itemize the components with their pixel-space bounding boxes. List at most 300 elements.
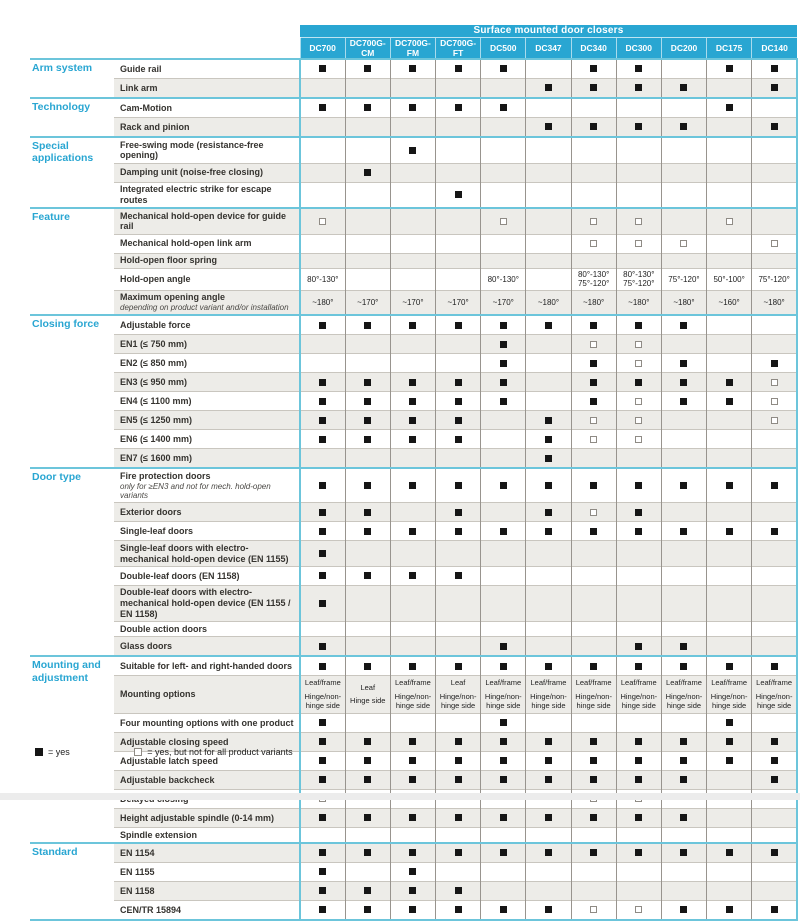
cell-yes	[436, 771, 481, 790]
partial-marker-icon	[771, 417, 778, 424]
partial-marker-icon	[635, 360, 642, 367]
cell-yes	[661, 315, 706, 335]
yes-marker-icon	[500, 322, 507, 329]
cell-yes	[390, 656, 435, 676]
yes-marker-icon	[545, 776, 552, 783]
page-bottom-strip	[0, 793, 800, 800]
yes-marker-icon	[455, 509, 462, 516]
cell-yes	[481, 59, 526, 79]
partial-marker-icon	[319, 218, 326, 225]
cell-yes	[707, 752, 752, 771]
cell-empty	[707, 566, 752, 585]
table-row	[30, 290, 797, 315]
cell-yes	[752, 118, 797, 138]
row-label	[114, 79, 300, 99]
row-label-text: Glass doors	[120, 640, 173, 651]
cell-empty	[481, 882, 526, 901]
table-row	[30, 714, 797, 733]
yes-marker-icon	[500, 849, 507, 856]
cell-yes	[390, 373, 435, 392]
cell-text-line: Hinge/non-hinge side	[620, 691, 658, 710]
column-header: DC175	[707, 38, 752, 60]
yes-marker-icon	[409, 572, 416, 579]
partial-marker-icon	[590, 509, 597, 516]
table-row	[30, 637, 797, 657]
cell-yes	[481, 733, 526, 752]
cell-text: ~170°	[481, 290, 526, 315]
cell-empty	[345, 449, 390, 469]
cell-yes	[300, 566, 345, 585]
table-body	[30, 59, 797, 920]
cell-yes	[345, 901, 390, 921]
partial-marker-icon	[635, 240, 642, 247]
cell-empty	[616, 863, 661, 882]
cell-partial	[752, 373, 797, 392]
cell-yes	[571, 79, 616, 99]
cell-yes	[616, 373, 661, 392]
partial-marker-icon	[635, 218, 642, 225]
column-header: DC300	[616, 38, 661, 60]
yes-marker-icon	[771, 360, 778, 367]
cell-yes	[436, 733, 481, 752]
partial-marker-icon	[635, 906, 642, 913]
cell-empty	[436, 118, 481, 138]
cell-empty	[571, 253, 616, 268]
section-label: Mounting and adjustment	[30, 656, 114, 843]
cell-partial	[707, 208, 752, 234]
cell-empty	[390, 118, 435, 138]
yes-marker-icon	[364, 379, 371, 386]
cell-yes	[526, 430, 571, 449]
yes-marker-icon	[726, 849, 733, 856]
cell-empty	[526, 335, 571, 354]
yes-marker-icon	[319, 738, 326, 745]
cell-yes	[707, 373, 752, 392]
cell-empty	[661, 137, 706, 163]
yes-marker-icon	[319, 436, 326, 443]
yes-marker-icon	[319, 849, 326, 856]
cell-empty	[390, 163, 435, 182]
column-header: DC700G-FM	[390, 38, 435, 60]
cell-yes	[661, 373, 706, 392]
cell-empty	[661, 182, 706, 208]
cell-empty	[752, 585, 797, 621]
cell-empty	[661, 503, 706, 522]
cell-empty	[661, 59, 706, 79]
cell-yes	[661, 392, 706, 411]
cell-yes	[526, 771, 571, 790]
yes-marker-icon	[771, 65, 778, 72]
cell-partial	[752, 234, 797, 253]
cell-empty	[752, 137, 797, 163]
cell-yes	[436, 656, 481, 676]
yes-marker-icon	[319, 663, 326, 670]
cell-empty	[616, 714, 661, 733]
yes-marker-icon	[635, 123, 642, 130]
cell-empty	[345, 137, 390, 163]
row-label	[114, 676, 300, 714]
yes-marker-icon	[364, 169, 371, 176]
section-label: Technology	[30, 98, 114, 137]
cell-partial	[616, 430, 661, 449]
cell-yes	[481, 656, 526, 676]
cell-yes	[571, 59, 616, 79]
cell-yes	[390, 863, 435, 882]
cell-yes	[616, 315, 661, 335]
yes-marker-icon	[364, 572, 371, 579]
cell-yes	[481, 843, 526, 863]
cell-partial	[616, 234, 661, 253]
legend-item-partial	[134, 747, 292, 757]
cell-yes	[752, 354, 797, 373]
cell-yes	[616, 59, 661, 79]
cell-empty	[526, 373, 571, 392]
cell-empty	[571, 541, 616, 567]
cell-empty	[481, 79, 526, 99]
cell-empty	[661, 411, 706, 430]
table-row	[30, 118, 797, 138]
cell-yes	[526, 733, 571, 752]
cell-empty	[481, 622, 526, 637]
cell-empty	[345, 182, 390, 208]
table-row	[30, 335, 797, 354]
cell-yes	[436, 752, 481, 771]
partial-marker-icon	[771, 240, 778, 247]
cell-empty	[661, 449, 706, 469]
row-label	[114, 656, 300, 676]
yes-marker-icon	[635, 322, 642, 329]
column-header: DC700G-FT	[436, 38, 481, 60]
yes-marker-icon	[500, 341, 507, 348]
cell-yes	[481, 901, 526, 921]
yes-marker-icon	[771, 663, 778, 670]
cell-empty	[616, 882, 661, 901]
cell-yes	[300, 468, 345, 502]
row-label-text: Damping unit (noise-free closing)	[120, 167, 264, 178]
row-label	[114, 182, 300, 208]
cell-yes	[345, 59, 390, 79]
cell-text: ~170°	[345, 290, 390, 315]
yes-marker-icon	[409, 528, 416, 535]
cell-yes	[571, 522, 616, 541]
cell-yes	[481, 714, 526, 733]
cell-empty	[616, 566, 661, 585]
yes-marker-icon	[590, 84, 597, 91]
cell-yes	[300, 411, 345, 430]
cell-yes	[345, 373, 390, 392]
yes-marker-icon	[590, 738, 597, 745]
cell-empty	[661, 253, 706, 268]
yes-marker-icon	[590, 814, 597, 821]
cell-yes	[300, 585, 345, 621]
cell-text-line: Leaf/frame	[575, 678, 612, 688]
cell-yes	[436, 566, 481, 585]
table-row	[30, 656, 797, 676]
partial-marker-icon	[134, 748, 142, 756]
yes-marker-icon	[319, 322, 326, 329]
cell-text: ~180°	[752, 290, 797, 315]
cell-partial	[481, 208, 526, 234]
yes-marker-icon	[680, 906, 687, 913]
cell-empty	[300, 79, 345, 99]
cell-yes	[661, 79, 706, 99]
cell-empty	[345, 208, 390, 234]
yes-marker-icon	[364, 776, 371, 783]
yes-marker-icon	[545, 436, 552, 443]
cell-text-line: Hinge/non-hinge side	[755, 691, 793, 710]
yes-marker-icon	[319, 600, 326, 607]
row-label	[114, 882, 300, 901]
yes-marker-icon	[364, 322, 371, 329]
cell-yes	[300, 901, 345, 921]
cell-empty	[661, 714, 706, 733]
yes-marker-icon	[635, 814, 642, 821]
cell-yes	[436, 809, 481, 828]
cell-partial	[616, 208, 661, 234]
cell-text	[571, 268, 616, 290]
row-label	[114, 268, 300, 290]
yes-marker-icon	[409, 322, 416, 329]
yes-marker-icon	[319, 398, 326, 405]
cell-text-line: Leaf	[360, 682, 376, 692]
cell-yes	[752, 752, 797, 771]
cell-yes	[661, 354, 706, 373]
legend-item-yes	[35, 747, 70, 757]
cell-yes	[300, 541, 345, 567]
yes-marker-icon	[319, 906, 326, 913]
yes-marker-icon	[364, 814, 371, 821]
cell-yes	[661, 656, 706, 676]
cell-partial	[616, 901, 661, 921]
cell-empty	[481, 430, 526, 449]
cell-yes	[661, 752, 706, 771]
yes-marker-icon	[455, 398, 462, 405]
table-row	[30, 622, 797, 637]
yes-marker-icon	[545, 455, 552, 462]
cell-yes	[526, 752, 571, 771]
column-header: DC700G-CM	[345, 38, 390, 60]
cell-yes	[300, 503, 345, 522]
row-label-text: Single-leaf doors	[120, 525, 194, 536]
yes-marker-icon	[680, 322, 687, 329]
cell-empty	[752, 430, 797, 449]
yes-marker-icon	[364, 906, 371, 913]
yes-marker-icon	[455, 887, 462, 894]
yes-marker-icon	[500, 379, 507, 386]
cell-yes	[345, 522, 390, 541]
yes-marker-icon	[455, 738, 462, 745]
cell-yes	[390, 566, 435, 585]
cell-text: ~180°	[300, 290, 345, 315]
cell-empty	[661, 163, 706, 182]
cell-empty	[526, 637, 571, 657]
cell-empty	[661, 541, 706, 567]
yes-marker-icon	[319, 550, 326, 557]
yes-marker-icon	[319, 776, 326, 783]
partial-marker-icon	[590, 906, 597, 913]
cell-yes	[345, 843, 390, 863]
row-label-text: Integrated electric strike for escape routes	[120, 184, 272, 205]
table-row	[30, 268, 797, 290]
cell-yes	[436, 430, 481, 449]
row-label	[114, 253, 300, 268]
row-label	[114, 449, 300, 469]
yes-marker-icon	[455, 663, 462, 670]
yes-marker-icon	[726, 398, 733, 405]
table-row	[30, 182, 797, 208]
cell-empty	[390, 208, 435, 234]
row-label-text: Maximum opening angle	[120, 292, 226, 303]
cell-text-line: Leaf/frame	[395, 678, 431, 688]
cell-yes	[345, 468, 390, 502]
cell-yes	[752, 771, 797, 790]
cell-empty	[526, 98, 571, 118]
yes-marker-icon	[500, 776, 507, 783]
cell-empty	[661, 585, 706, 621]
row-label	[114, 771, 300, 790]
yes-marker-icon	[635, 776, 642, 783]
cell-text	[481, 676, 526, 714]
cell-empty	[707, 253, 752, 268]
cell-yes	[752, 901, 797, 921]
cell-yes	[481, 392, 526, 411]
row-label	[114, 98, 300, 118]
cell-empty	[752, 449, 797, 469]
cell-empty	[707, 863, 752, 882]
cell-text-line: Hinge/non-hinge side	[394, 691, 432, 710]
cell-yes	[345, 392, 390, 411]
yes-marker-icon	[680, 482, 687, 489]
cell-empty	[526, 714, 571, 733]
row-label-text: Exterior doors	[120, 506, 182, 517]
table-row	[30, 771, 797, 790]
cell-yes	[390, 430, 435, 449]
cell-empty	[752, 714, 797, 733]
section-label: Arm system	[30, 59, 114, 98]
cell-empty	[390, 234, 435, 253]
cell-empty	[526, 392, 571, 411]
row-label	[114, 137, 300, 163]
yes-marker-icon	[319, 814, 326, 821]
cell-empty	[481, 541, 526, 567]
cell-text-line: Hinge/non-hinge side	[665, 691, 703, 710]
table-row	[30, 163, 797, 182]
row-label-text: EN3 (≤ 950 mm)	[120, 376, 187, 387]
partial-marker-icon	[726, 218, 733, 225]
cell-yes	[390, 392, 435, 411]
yes-marker-icon	[409, 887, 416, 894]
cell-empty	[571, 637, 616, 657]
cell-yes	[526, 315, 571, 335]
cell-yes	[752, 522, 797, 541]
cell-yes	[707, 59, 752, 79]
cell-yes	[752, 59, 797, 79]
cell-yes	[707, 656, 752, 676]
cell-empty	[481, 182, 526, 208]
cell-empty	[752, 541, 797, 567]
cell-yes	[661, 118, 706, 138]
cell-yes	[571, 752, 616, 771]
cell-empty	[345, 118, 390, 138]
cell-empty	[752, 182, 797, 208]
cell-empty	[526, 182, 571, 208]
yes-marker-icon	[409, 398, 416, 405]
yes-marker-icon	[319, 417, 326, 424]
cell-empty	[571, 622, 616, 637]
legend	[35, 747, 293, 758]
row-label	[114, 566, 300, 585]
cell-empty	[390, 253, 435, 268]
table-row	[30, 566, 797, 585]
cell-empty	[661, 882, 706, 901]
cell-yes	[571, 118, 616, 138]
yes-marker-icon	[635, 509, 642, 516]
cell-text	[707, 268, 752, 290]
yes-marker-icon	[455, 528, 462, 535]
row-label	[114, 373, 300, 392]
cell-text	[752, 268, 797, 290]
cell-empty	[300, 828, 345, 843]
cell-empty	[571, 863, 616, 882]
cell-partial	[616, 392, 661, 411]
yes-marker-icon	[319, 482, 326, 489]
cell-text-line: 80°-130°	[623, 269, 655, 279]
table-row	[30, 863, 797, 882]
row-label-text: Four mounting options with one product	[120, 717, 294, 728]
cell-empty	[436, 449, 481, 469]
cell-yes	[436, 98, 481, 118]
table-row	[30, 522, 797, 541]
cell-empty	[752, 163, 797, 182]
cell-yes	[571, 733, 616, 752]
yes-marker-icon	[364, 398, 371, 405]
section-label: Closing force	[30, 315, 114, 468]
cell-yes	[300, 59, 345, 79]
yes-marker-icon	[319, 868, 326, 875]
cell-empty	[390, 503, 435, 522]
cell-yes	[661, 809, 706, 828]
cell-empty	[526, 541, 571, 567]
yes-marker-icon	[364, 509, 371, 516]
yes-marker-icon	[590, 379, 597, 386]
yes-marker-icon	[500, 398, 507, 405]
cell-yes	[481, 752, 526, 771]
cell-yes	[526, 79, 571, 99]
cell-yes	[300, 392, 345, 411]
cell-yes	[390, 315, 435, 335]
comparison-table	[30, 25, 798, 921]
row-label	[114, 208, 300, 234]
cell-empty	[526, 828, 571, 843]
cell-yes	[616, 637, 661, 657]
cell-yes	[390, 771, 435, 790]
section-label: Standard	[30, 843, 114, 920]
table-row	[30, 503, 797, 522]
cell-empty	[752, 863, 797, 882]
cell-yes	[526, 468, 571, 502]
cell-text-line: Hinge/non-hinge side	[530, 691, 567, 710]
yes-marker-icon	[726, 482, 733, 489]
cell-partial	[571, 411, 616, 430]
row-label-text: Single-leaf doors with electro-mechanical hold-open device (EN 1155)	[120, 542, 289, 564]
yes-marker-icon	[680, 814, 687, 821]
cell-empty	[752, 622, 797, 637]
yes-marker-icon	[545, 663, 552, 670]
cell-yes	[436, 411, 481, 430]
row-label	[114, 335, 300, 354]
cell-text-line: 75°-120°	[577, 279, 610, 289]
yes-marker-icon	[364, 417, 371, 424]
